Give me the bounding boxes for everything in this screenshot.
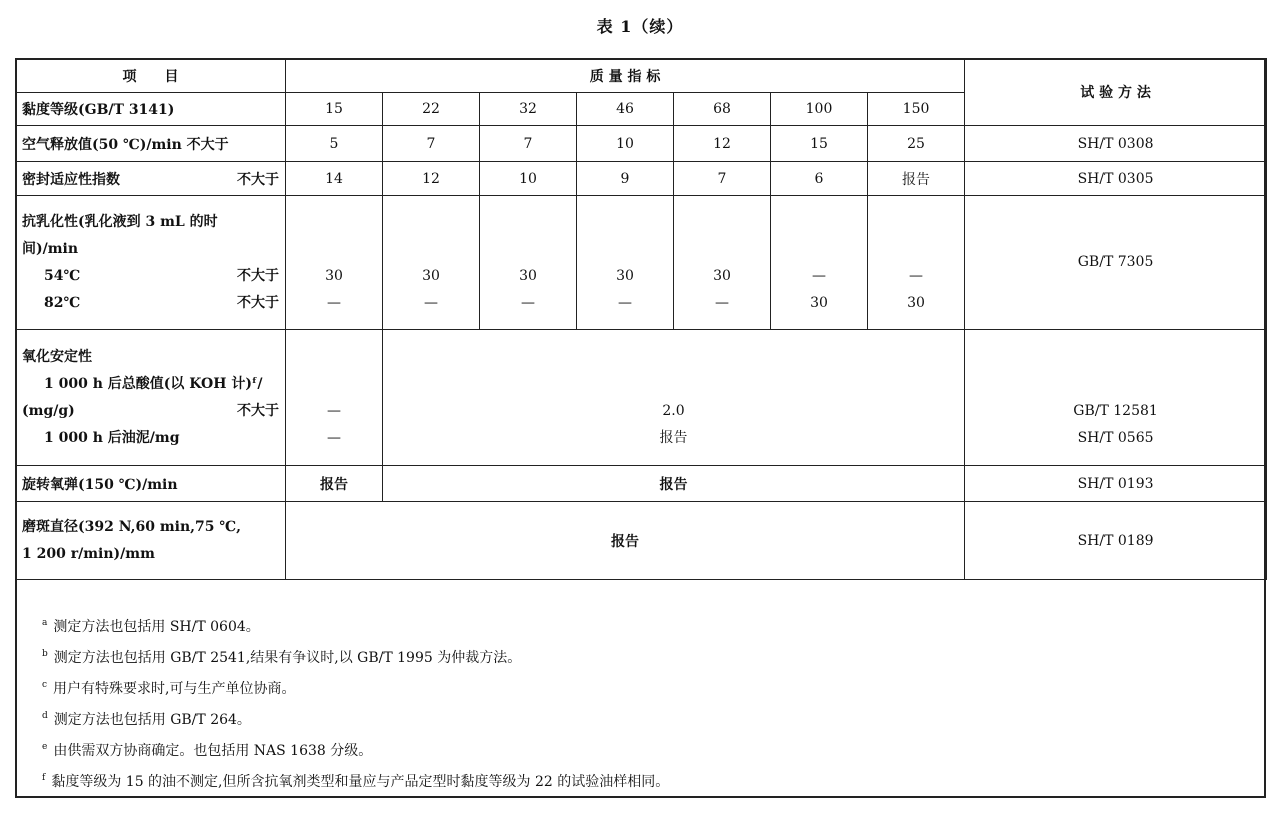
grade-cell: 15 [286, 93, 383, 126]
value-cell: 25 [868, 126, 965, 162]
footnote-text: 测定方法也包括用 GB/T 2541,结果有争议时,以 GB/T 1995 为仲裁方法。 [53, 650, 522, 666]
footnote [42, 610, 669, 641]
footnote [42, 734, 669, 765]
value-54: 30 [713, 267, 731, 284]
value-cell: 12 [383, 162, 480, 196]
footnote [42, 672, 669, 703]
seal-label: 密封适应性指数 [22, 171, 120, 188]
acid-label-line2: (mg/g) [22, 402, 75, 419]
footnote-text: 测定方法也包括用 SH/T 0604。 [53, 619, 260, 635]
grade-cell: 46 [577, 93, 674, 126]
sludge-value: 报告 [659, 429, 688, 446]
value-cell: 10 [480, 162, 577, 196]
air-release-label: 空气释放值(50 ℃)/min 不大于 [16, 126, 286, 162]
method-cell: GB/T 7305 [965, 196, 1267, 330]
demulsibility-label-cell [16, 196, 286, 330]
method-cell: SH/T 0308 [965, 126, 1267, 162]
item-header: 项 目 [16, 59, 286, 93]
grade-label: 黏度等级(GB/T 3141) [16, 93, 286, 126]
value-54: 30 [616, 267, 634, 284]
demuls-cell [286, 196, 383, 330]
grade-cell: 100 [771, 93, 868, 126]
value-cell: 7 [674, 162, 771, 196]
grade-cell: 68 [674, 93, 771, 126]
footnote-mark: b [42, 649, 48, 659]
method-header: 试 验 方 法 [965, 59, 1267, 126]
method-acid: GB/T 12581 [1073, 402, 1158, 419]
rbot-value: 报告 [383, 466, 965, 502]
value-cell: 7 [480, 126, 577, 162]
sludge-label: 1 000 h 后油泥/mg [44, 429, 180, 446]
demuls-cell [577, 196, 674, 330]
acid-value: 2.0 [662, 402, 685, 419]
acid-label-line1: 1 000 h 后总酸值(以 KOH 计)ᶠ/ [44, 375, 263, 392]
acid-qualifier: 不大于 [237, 402, 279, 419]
seal-label-cell [16, 162, 286, 196]
footnote-text: 由供需双方协商确定。也包括用 NAS 1638 分级。 [53, 743, 373, 759]
wear-value: 报告 [286, 502, 965, 580]
table-title: 表 1（续） [596, 17, 684, 36]
method-cell: SH/T 0305 [965, 162, 1267, 196]
footnote [42, 765, 669, 796]
value-82: — [618, 294, 632, 311]
oxidation-label-cell [16, 330, 286, 466]
temp-54-label: 54℃ [44, 267, 81, 284]
demulsibility-label-line2: 间)/min [22, 240, 79, 257]
footnote-mark: f [42, 773, 46, 783]
value-82: — [715, 294, 729, 311]
rbot-label: 旋转氧弹(150 ℃)/min [16, 466, 286, 502]
spec-table [15, 58, 1267, 580]
rbot-15-value: 报告 [286, 466, 383, 502]
oxidation-method-cell [965, 330, 1267, 466]
oxidation-row [16, 330, 1267, 466]
temp-54-qualifier: 不大于 [237, 267, 279, 284]
value-82: — [327, 294, 341, 311]
method-cell: SH/T 0189 [965, 502, 1267, 580]
footnote-mark: c [42, 680, 48, 690]
value-cell: 9 [577, 162, 674, 196]
value-cell: 10 [577, 126, 674, 162]
demuls-cell [480, 196, 577, 330]
footnote [42, 703, 669, 734]
footnote [42, 641, 669, 672]
value-cell: 12 [674, 126, 771, 162]
value-82: 30 [810, 294, 828, 311]
demuls-cell [868, 196, 965, 330]
value-cell: 报告 [868, 162, 965, 196]
value-82: — [424, 294, 438, 311]
demulsibility-label-line1: 抗乳化性(乳化液到 3 mL 的时 [22, 213, 218, 230]
air-release-row [16, 126, 1267, 162]
footnote-text: 黏度等级为 15 的油不测定,但所含抗氧剂类型和量应与产品定型时黏度等级为 22 的试验油样相同。 [51, 774, 670, 790]
seal-row [16, 162, 1267, 196]
temp-82-qualifier: 不大于 [237, 294, 279, 311]
header-row [16, 59, 1267, 93]
value-82: — [521, 294, 535, 311]
value-cell: 14 [286, 162, 383, 196]
rbot-row [16, 466, 1267, 502]
method-cell: SH/T 0193 [965, 466, 1267, 502]
value-cell: 6 [771, 162, 868, 196]
oxidation-merged-cell [383, 330, 965, 466]
wear-row [16, 502, 1267, 580]
value-54: — [909, 267, 924, 284]
acid-15-value: — [327, 402, 341, 419]
footnotes [42, 610, 669, 796]
sludge-15-value: — [327, 429, 341, 446]
grade-cell: 150 [868, 93, 965, 126]
footnote-text: 测定方法也包括用 GB/T 264。 [53, 712, 251, 728]
footnote-text: 用户有特殊要求时,可与生产单位协商。 [53, 681, 296, 697]
footnote-mark: a [42, 618, 48, 628]
demuls-cell [674, 196, 771, 330]
value-82: 30 [907, 294, 925, 311]
value-54: — [812, 267, 826, 284]
value-cell: 5 [286, 126, 383, 162]
wear-label-line1: 磨斑直径(392 N,60 min,75 ℃, [22, 518, 242, 535]
demulsibility-row [16, 196, 1267, 330]
grade-cell: 22 [383, 93, 480, 126]
grade-cell: 32 [480, 93, 577, 126]
oxidation-15-cell [286, 330, 383, 466]
temp-82-label: 82℃ [44, 294, 81, 311]
footnote-mark: d [42, 711, 48, 721]
value-54: 30 [519, 267, 537, 284]
value-cell: 7 [383, 126, 480, 162]
quality-header: 质 量 指 标 [286, 59, 965, 93]
footnote-mark: e [42, 742, 48, 752]
demuls-cell [383, 196, 480, 330]
wear-label-cell [16, 502, 286, 580]
value-cell: 15 [771, 126, 868, 162]
oxidation-label: 氧化安定性 [22, 348, 92, 365]
demuls-cell [771, 196, 868, 330]
method-sludge: SH/T 0565 [1077, 429, 1154, 446]
value-54: 30 [422, 267, 440, 284]
value-54: 30 [325, 267, 343, 284]
seal-qualifier: 不大于 [237, 171, 279, 188]
wear-label-line2: 1 200 r/min)/mm [22, 545, 155, 562]
